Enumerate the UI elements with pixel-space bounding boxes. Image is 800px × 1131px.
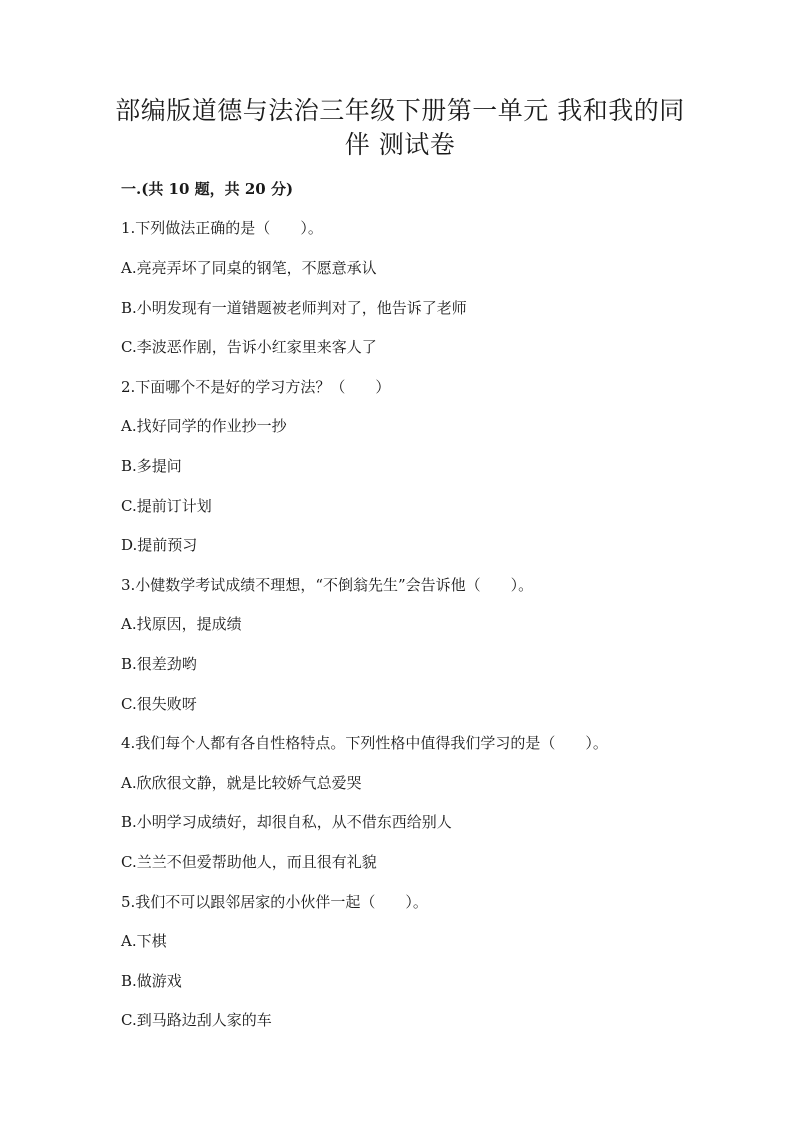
question-2-stem: 2.下面哪个不是好的学习方法？（ ）	[121, 378, 391, 396]
question-3-stem: 3.小健数学考试成绩不理想，“不倒翁先生”会告诉他（ ）。	[121, 576, 534, 594]
question-4-stem: 4.我们每个人都有各自性格特点。下列性格中值得我们学习的是（ ）。	[121, 734, 608, 752]
question-5-stem: 5.我们不可以跟邻居家的小伙伴一起（ ）。	[121, 893, 428, 911]
question-2-option-b: B.多提问	[121, 457, 182, 475]
question-1-option-b: B.小明发现有一道错题被老师判对了，他告诉了老师	[121, 299, 467, 317]
question-2-option-c: C.提前订计划	[121, 497, 212, 515]
question-3-option-a: A.找原因，提成绩	[121, 615, 242, 633]
section-heading: 一.(共 10 题，共 20 分)	[121, 180, 294, 198]
question-1-option-c: C.李波恶作剧，告诉小红家里来客人了	[121, 338, 377, 356]
exam-title-line-2: 伴 测试卷	[344, 130, 456, 159]
question-1-stem: 1.下列做法正确的是（ ）。	[121, 219, 323, 237]
question-5-option-c: C.到马路边刮人家的车	[121, 1011, 272, 1029]
question-2-option-a: A.找好同学的作业抄一抄	[121, 417, 287, 435]
question-4-option-c: C.兰兰不但爱帮助他人，而且很有礼貌	[121, 853, 377, 871]
question-5-option-a: A.下棋	[121, 932, 167, 950]
question-4-option-a: A.欣欣很文静，就是比较娇气总爱哭	[121, 774, 362, 792]
question-2-option-d: D.提前预习	[121, 536, 198, 554]
question-5-option-b: B.做游戏	[121, 972, 182, 990]
exam-title	[110, 94, 690, 162]
exam-title-line-1: 部编版道德与法治三年级下册第一单元 我和我的同	[115, 96, 685, 125]
question-4-option-b: B.小明学习成绩好，却很自私，从不借东西给别人	[121, 813, 452, 831]
question-1-option-a: A.亮亮弄坏了同桌的钢笔，不愿意承认	[121, 259, 377, 277]
question-3-option-b: B.很差劲哟	[121, 655, 197, 673]
question-3-option-c: C.很失败呀	[121, 695, 197, 713]
